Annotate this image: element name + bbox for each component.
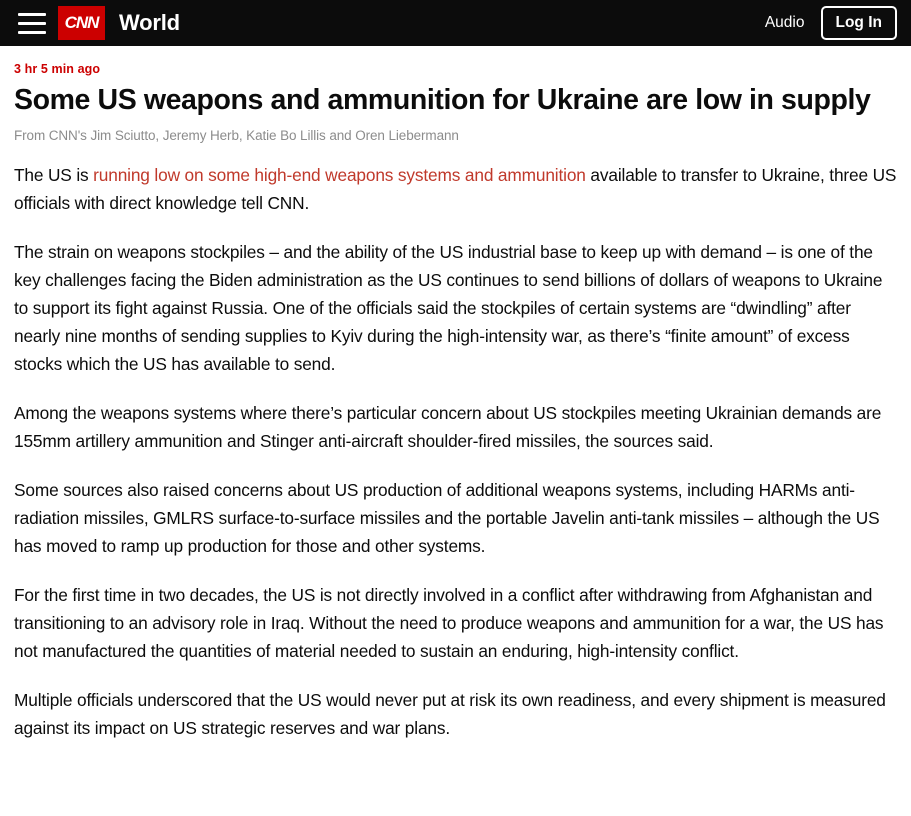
paragraph-text-before-link: The US is — [14, 164, 94, 185]
article-paragraph: Multiple officials underscored that the US would never put at risk its own readiness, and every shipment is measured against its impact on US strategic reserves and war plans. — [14, 689, 886, 738]
article-byline: From CNN's Jim Sciutto, Jeremy Herb, Katie Bo Lillis and Oren Liebermann — [14, 127, 459, 143]
section-title[interactable]: World — [119, 10, 180, 35]
cnn-logo[interactable] — [58, 6, 105, 40]
hamburger-menu-icon[interactable] — [14, 8, 48, 38]
inline-article-link[interactable]: running low on some high-end weapons systems and ammunition — [93, 164, 586, 185]
menu-bar-3 — [18, 31, 46, 34]
site-header — [0, 0, 911, 46]
paragraph-text-after-link: available to transfer to Ukraine, three US officials with direct knowledge tell CNN. — [14, 164, 897, 213]
menu-bar-1 — [18, 13, 46, 16]
audio-link[interactable]: Audio — [764, 14, 805, 31]
article-body — [0, 62, 911, 742]
article-paragraph: Some sources also raised concerns about US production of additional weapons systems, including HARMs anti-radiation missiles, GMLRS surface-to-surface missiles and the portable Javelin anti-tank missiles – although the US has moved to ramp up production for those and other systems. — [14, 479, 880, 556]
article-paragraph: The strain on weapons stockpiles – and the ability of the US industrial base to keep up with demand – is one of the key challenges facing the Biden administration as the US continues to send billions of dollars of weapons to Ukraine to support its fight against Russia. One of the officials said the stockpiles of certain systems are “dwindling” after nearly nine months of sending supplies to Kyiv during the high-intensity war, as there’s “finite amount” of excess stocks which the US has available to send. — [14, 241, 883, 374]
article-paragraph: For the first time in two decades, the US is not directly involved in a conflict after withdrawing from Afghanistan and transitioning to an advisory role in Iraq. Without the need to produce weapons and ammunition for a war, the US has not manufactured the quantities of material needed to sustain an enduring, high-intensity conflict. — [14, 584, 884, 661]
menu-bar-2 — [18, 22, 46, 25]
page-title: Some US weapons and ammunition for Ukraine are low in supply — [14, 84, 871, 116]
article-paragraph: Among the weapons systems where there’s particular concern about US stockpiles meeting Ukrainian demands are 155mm artillery ammunition and Stinger anti-aircraft shoulder-fired missiles, the sources said. — [14, 402, 882, 451]
article-paragraph — [14, 161, 897, 217]
article-timestamp: 3 hr 5 min ago — [14, 62, 101, 76]
header-actions — [765, 6, 897, 41]
cnn-logo-text: CNN — [64, 13, 99, 32]
login-button[interactable]: Log In — [821, 6, 898, 41]
